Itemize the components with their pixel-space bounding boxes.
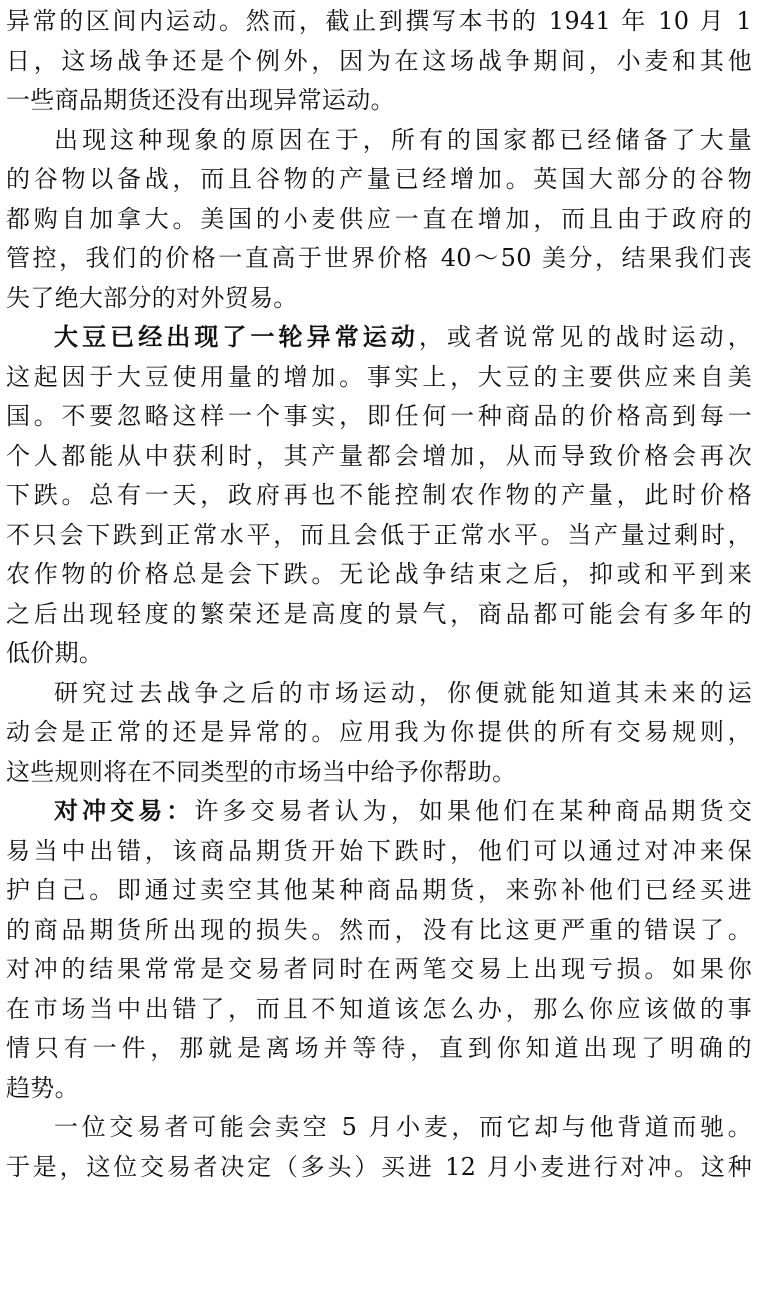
text-line [6,318,752,358]
paragraph [6,674,752,793]
text-line: 农作物的价格总是会下跌。无论战争结束之后，抑或和平到来 [6,560,752,588]
text-line: 失了绝大部分的对外贸易。 [6,283,298,312]
page-text [6,2,752,1187]
text-line: 这些规则将在不同类型的市场当中给予你帮助。 [6,757,517,786]
text-line: 研究过去战争之后的市场运动，你便就能知道其未来的运 [54,678,752,707]
paragraph [6,121,752,319]
text-line: 的商品期货所出现的损失。然而，没有比这更严重的错误了。 [6,915,752,944]
paragraph [6,792,752,1108]
text-line: 情只有一件，那就是离场并等待，直到你知道出现了明确的 [6,1034,752,1062]
text-line: 一位交易者可能会卖空 5 月小麦，而它却与他背道而驰。 [54,1113,752,1141]
paragraph [6,318,752,674]
text-line: 管控，我们的价格一直高于世界价格 40～50 美分，结果我们丧 [6,244,752,272]
text-line: 趋势。 [6,1073,79,1102]
text-line-rest: ，或者说常见的战时运动， [418,323,752,351]
text-line: 于是，这位交易者决定（多头）买进 12 月小麦进行对冲。这种 [6,1152,752,1181]
text-line: 国。不要忽略这样一个事实，即任何一种商品的价格高到每一 [6,402,752,430]
bold-lead-phrase: 对冲交易： [54,797,195,825]
text-line: 之后出现轻度的繁荣还是高度的景气，商品都可能会有多年的 [6,599,752,628]
paragraph [6,1108,752,1187]
text-line: 都购自加拿大。美国的小麦供应一直在增加，而且由于政府的 [6,204,752,233]
text-line: 出现这种现象的原因在于，所有的国家都已经储备了大量 [54,125,752,154]
text-line: 这起因于大豆使用量的增加。事实上，大豆的主要供应来自美 [6,362,752,391]
bold-lead-phrase: 大豆已经出现了一轮异常运动 [54,323,419,351]
text-line [6,792,752,832]
text-line: 低价期。 [6,639,104,667]
text-line: 动会是正常的还是异常的。应用我为你提供的所有交易规则， [6,718,752,746]
text-line: 在市场当中出错了，而且不知道该怎么办，那么你应该做的事 [6,994,752,1023]
text-line: 下跌。总有一天，政府再也不能控制农作物的产量，此时价格 [6,481,752,509]
text-line: 护自己。即通过卖空其他某种商品期货，来弥补他们已经买进 [6,876,752,904]
text-line: 不只会下跌到正常水平，而且会低于正常水平。当产量过剩时， [6,520,752,549]
text-line: 对冲的结果常常是交易者同时在两笔交易上出现亏损。如果你 [6,955,752,983]
text-line: 一些商品期货还没有出现异常运动。 [6,86,395,114]
text-line: 易当中出错，该商品期货开始下跌时，他们可以通过对冲来保 [6,836,752,865]
text-line-rest: 许多交易者认为，如果他们在某种商品期货交 [194,797,752,825]
text-line: 异常的区间内运动。然而，截止到撰写本书的 1941 年 10 月 1 [6,7,752,35]
text-line: 日，这场战争还是个例外，因为在这场战争期间，小麦和其他 [6,46,752,75]
paragraph [6,2,752,121]
text-line: 的谷物以备战，而且谷物的产量已经增加。英国大部分的谷物 [6,165,752,193]
text-line: 个人都能从中获利时，其产量都会增加，从而导致价格会再次 [6,441,752,470]
